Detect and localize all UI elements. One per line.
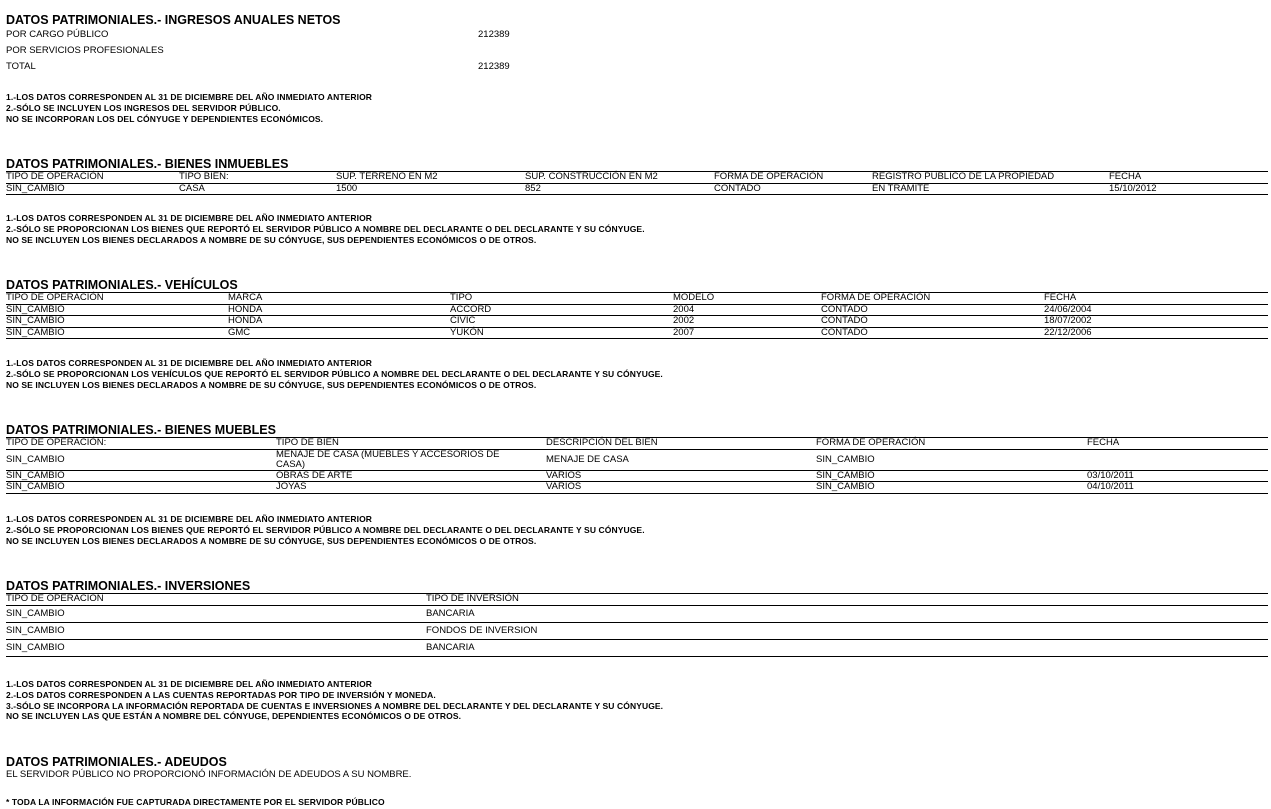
section-inversiones (6, 579, 1268, 657)
table-header-row (6, 172, 1268, 184)
note-line: 1.-LOS DATOS CORRESPONDEN AL 31 DE DICIEMBRE DEL AÑO INMEDIATO ANTERIOR (6, 679, 373, 689)
table-cell: 852 (525, 182, 541, 194)
table-cell: 22/12/2006 (1044, 326, 1092, 338)
section-vehiculos (6, 278, 1268, 339)
column-header: TIPO (450, 292, 473, 303)
income-row (6, 43, 1268, 59)
table-cell: CIVIC (450, 315, 476, 326)
column-header: TIPO DE OPERACIÓN: (6, 437, 107, 448)
table-cell: 2007 (673, 326, 695, 338)
note-line: NO SE INCLUYEN LOS BIENES DECLARADOS A NOMBRE DE SU CÓNYUGE, SUS DEPENDIENTES ECONÓMICOS O DE OTROS. (6, 535, 537, 546)
table-cell: 04/10/2011 (1087, 481, 1134, 492)
column-header: TIPO DE BIEN (276, 437, 339, 448)
table-cell: CONTADO (821, 303, 868, 315)
table-row (6, 470, 1268, 482)
table-row (6, 605, 1268, 622)
column-header: SUP. TERRENO EN M2 (336, 171, 438, 182)
note-line: 2.-LOS DATOS CORRESPONDEN A LAS CUENTAS REPORTADAS POR TIPO DE INVERSIÓN Y MONEDA. (6, 689, 436, 700)
income-label: POR CARGO PÚBLICO (6, 29, 109, 40)
table-muebles (6, 437, 1268, 494)
table-row (6, 304, 1268, 316)
note-line: 2.-SÓLO SE PROPORCIONAN LOS BIENES QUE REPORTÓ EL SERVIDOR PÚBLICO A NOMBRE DEL DECLARANTE O DEL DECLARANTE Y SU CÓNYUGE. (6, 524, 645, 535)
section-adeudos (6, 755, 1268, 780)
column-header: REGISTRO PUBLICO DE LA PROPIEDAD (872, 171, 1055, 182)
table-inmuebles (6, 171, 1268, 195)
note-line: NO SE INCLUYEN LOS BIENES DECLARADOS A NOMBRE DE SU CÓNYUGE, SUS DEPENDIENTES ECONÓMICOS O DE OTROS. (6, 234, 537, 245)
table-cell: CONTADO (714, 182, 761, 194)
table-cell: 2004 (673, 303, 695, 315)
table-cell: BANCARIA (426, 641, 475, 653)
table-cell: 15/10/2012 (1109, 182, 1157, 194)
table-cell: SIN_CAMBIO (6, 315, 65, 326)
table-cell: CONTADO (821, 326, 868, 338)
notes-vehiculos (6, 358, 1268, 390)
note-line: 1.-LOS DATOS CORRESPONDEN AL 31 DE DICIEMBRE DEL AÑO INMEDIATO ANTERIOR (6, 358, 373, 368)
table-cell: FONDOS DE INVERSION (426, 624, 538, 636)
table-cell: 2002 (673, 315, 695, 326)
footer-note: * TODA LA INFORMACIÓN FUE CAPTURADA DIRECTAMENTE POR EL SERVIDOR PÚBLICO (6, 797, 385, 807)
table-cell: CONTADO (821, 315, 868, 326)
note-line: NO SE INCLUYEN LAS QUE ESTÁN A NOMBRE DEL CÓNYUGE, DEPENDIENTES ECONÓMICOS O DE OTROS. (6, 711, 462, 722)
column-header: MARCA (228, 292, 263, 303)
table-cell: YUKÓN (450, 326, 484, 338)
column-header: DESCRIPCIÓN DEL BIEN (546, 437, 658, 448)
table-cell: SIN_CAMBIO (6, 481, 65, 492)
section-title: DATOS PATRIMONIALES.- BIENES MUEBLES (6, 423, 276, 437)
note-line: NO SE INCLUYEN LOS BIENES DECLARADOS A NOMBRE DE SU CÓNYUGE, SUS DEPENDIENTES ECONÓMICOS O DE OTROS. (6, 379, 537, 390)
table-row (6, 639, 1268, 656)
table-cell: 03/10/2011 (1087, 469, 1134, 481)
table-inversiones (6, 593, 1268, 657)
table-cell: SIN_CAMBIO (6, 624, 65, 636)
section-title: DATOS PATRIMONIALES.- VEHÍCULOS (6, 278, 238, 292)
section-title: DATOS PATRIMONIALES.- ADEUDOS (6, 755, 227, 769)
table-cell: ACCORD (450, 303, 492, 315)
section-muebles (6, 423, 1268, 494)
table-cell: 24/06/2004 (1044, 303, 1092, 315)
table-cell: HONDA (228, 315, 263, 326)
table-cell: SIN_CAMBIO (6, 607, 65, 619)
income-value: 212389 (478, 61, 510, 72)
column-header: FECHA (1087, 437, 1120, 448)
notes-ingresos (6, 92, 1268, 124)
table-row (6, 482, 1268, 494)
table-cell: GMC (228, 326, 251, 338)
table-cell: 18/07/2002 (1044, 315, 1092, 326)
notes-muebles (6, 514, 1268, 546)
section-title: DATOS PATRIMONIALES.- BIENES INMUEBLES (6, 157, 289, 171)
section-title: DATOS PATRIMONIALES.- INGRESOS ANUALES NETOS (6, 13, 341, 27)
section-inmuebles (6, 157, 1268, 195)
table-cell: HONDA (228, 303, 263, 315)
note-line: 2.-SÓLO SE INCLUYEN LOS INGRESOS DEL SERVIDOR PÚBLICO. (6, 102, 281, 113)
table-cell: EN TRÁMITE (872, 182, 930, 194)
note-line: 2.-SÓLO SE PROPORCIONAN LOS BIENES QUE REPORTÓ EL SERVIDOR PÚBLICO A NOMBRE DEL DECLARANTE O DEL DECLARANTE Y SU CÓNYUGE. (6, 223, 645, 234)
notes-inmuebles (6, 213, 1268, 245)
column-header: SUP. CONSTRUCCIÓN EN M2 (525, 171, 658, 182)
column-header: TIPO DE OPERACIÓN (6, 171, 104, 182)
table-cell: VARIOS (546, 481, 582, 492)
note-line: 1.-LOS DATOS CORRESPONDEN AL 31 DE DICIEMBRE DEL AÑO INMEDIATO ANTERIOR (6, 92, 373, 102)
table-cell: SIN_CAMBIO (816, 481, 875, 492)
adeudos-text: EL SERVIDOR PÚBLICO NO PROPORCIONÓ INFORMACIÓN DE ADEUDOS A SU NOMBRE. (6, 769, 412, 780)
table-header-row (6, 438, 1268, 450)
table-row (6, 622, 1268, 639)
table-header-row (6, 293, 1268, 305)
table-vehiculos (6, 292, 1268, 339)
income-row (6, 59, 1268, 75)
note-line: 1.-LOS DATOS CORRESPONDEN AL 31 DE DICIEMBRE DEL AÑO INMEDIATO ANTERIOR (6, 514, 373, 524)
section-title: DATOS PATRIMONIALES.- INVERSIONES (6, 579, 251, 593)
table-cell: CASA (179, 182, 205, 194)
table-cell: SIN_CAMBIO (816, 453, 875, 465)
column-header: FORMA DE OPERACIÓN (714, 171, 824, 182)
income-label: TOTAL (6, 61, 36, 72)
column-header: TIPO BIEN: (179, 171, 229, 182)
table-cell: SIN_CAMBIO (6, 641, 65, 653)
income-value: 212389 (478, 29, 510, 40)
notes-inversiones (6, 679, 1268, 722)
note-line: 1.-LOS DATOS CORRESPONDEN AL 31 DE DICIEMBRE DEL AÑO INMEDIATO ANTERIOR (6, 213, 373, 223)
column-header: FECHA (1044, 292, 1077, 303)
section-ingresos (6, 13, 1268, 75)
note-line: 2.-SÓLO SE PROPORCIONAN LOS VEHÍCULOS QUE REPORTÓ EL SERVIDOR PÚBLICO A NOMBRE DEL DECLARANTE O DEL DECLARANTE Y SU CÓNYUGE. (6, 368, 663, 379)
table-row (6, 327, 1268, 339)
table-header-row (6, 594, 1268, 606)
table-cell: SIN_CAMBIO (6, 469, 65, 481)
table-cell: SIN_CAMBIO (6, 182, 65, 194)
table-cell: SIN_CAMBIO (6, 453, 65, 465)
table-cell: BANCARIA (426, 607, 475, 619)
table-row (6, 449, 1268, 470)
note-line: NO SE INCORPORAN LOS DEL CÓNYUGE Y DEPENDIENTES ECONÓMICOS. (6, 113, 324, 124)
table-cell: SIN_CAMBIO (6, 326, 65, 338)
table-cell: JOYAS (276, 481, 307, 492)
income-label: POR SERVICIOS PROFESIONALES (6, 45, 164, 56)
income-row (6, 27, 1268, 43)
column-header: TIPO DE OPERACION (6, 593, 104, 604)
table-cell: SIN_CAMBIO (6, 303, 65, 315)
table-row (6, 316, 1268, 328)
column-header: FORMA DE OPERACIÓN (816, 437, 926, 448)
column-header: TIPO DE OPERACIÓN (6, 292, 104, 303)
column-header: MODELO (673, 292, 715, 303)
note-line: 3.-SÓLO SE INCORPORA LA INFORMACIÓN REPORTADA DE CUENTAS E INVERSIONES A NOMBRE DEL DECLARANTE Y DEL DECLARANTE Y SU CÓNYUGE. (6, 700, 664, 711)
column-header: TIPO DE INVERSIÓN (426, 593, 519, 604)
column-header: FORMA DE OPERACIÓN (821, 292, 931, 303)
table-cell: OBRAS DE ARTE (276, 469, 353, 481)
column-header: FECHA (1109, 171, 1142, 182)
table-row (6, 183, 1268, 195)
table-cell: VARIOS (546, 469, 582, 481)
table-cell: SIN_CAMBIO (816, 469, 875, 481)
table-cell: MENAJE DE CASA (MUEBLES Y ACCESORIOS DE CASA) (276, 448, 500, 470)
table-cell: MENAJE DE CASA (546, 453, 629, 465)
table-cell: 1500 (336, 182, 358, 194)
table-cell (1087, 449, 1268, 470)
